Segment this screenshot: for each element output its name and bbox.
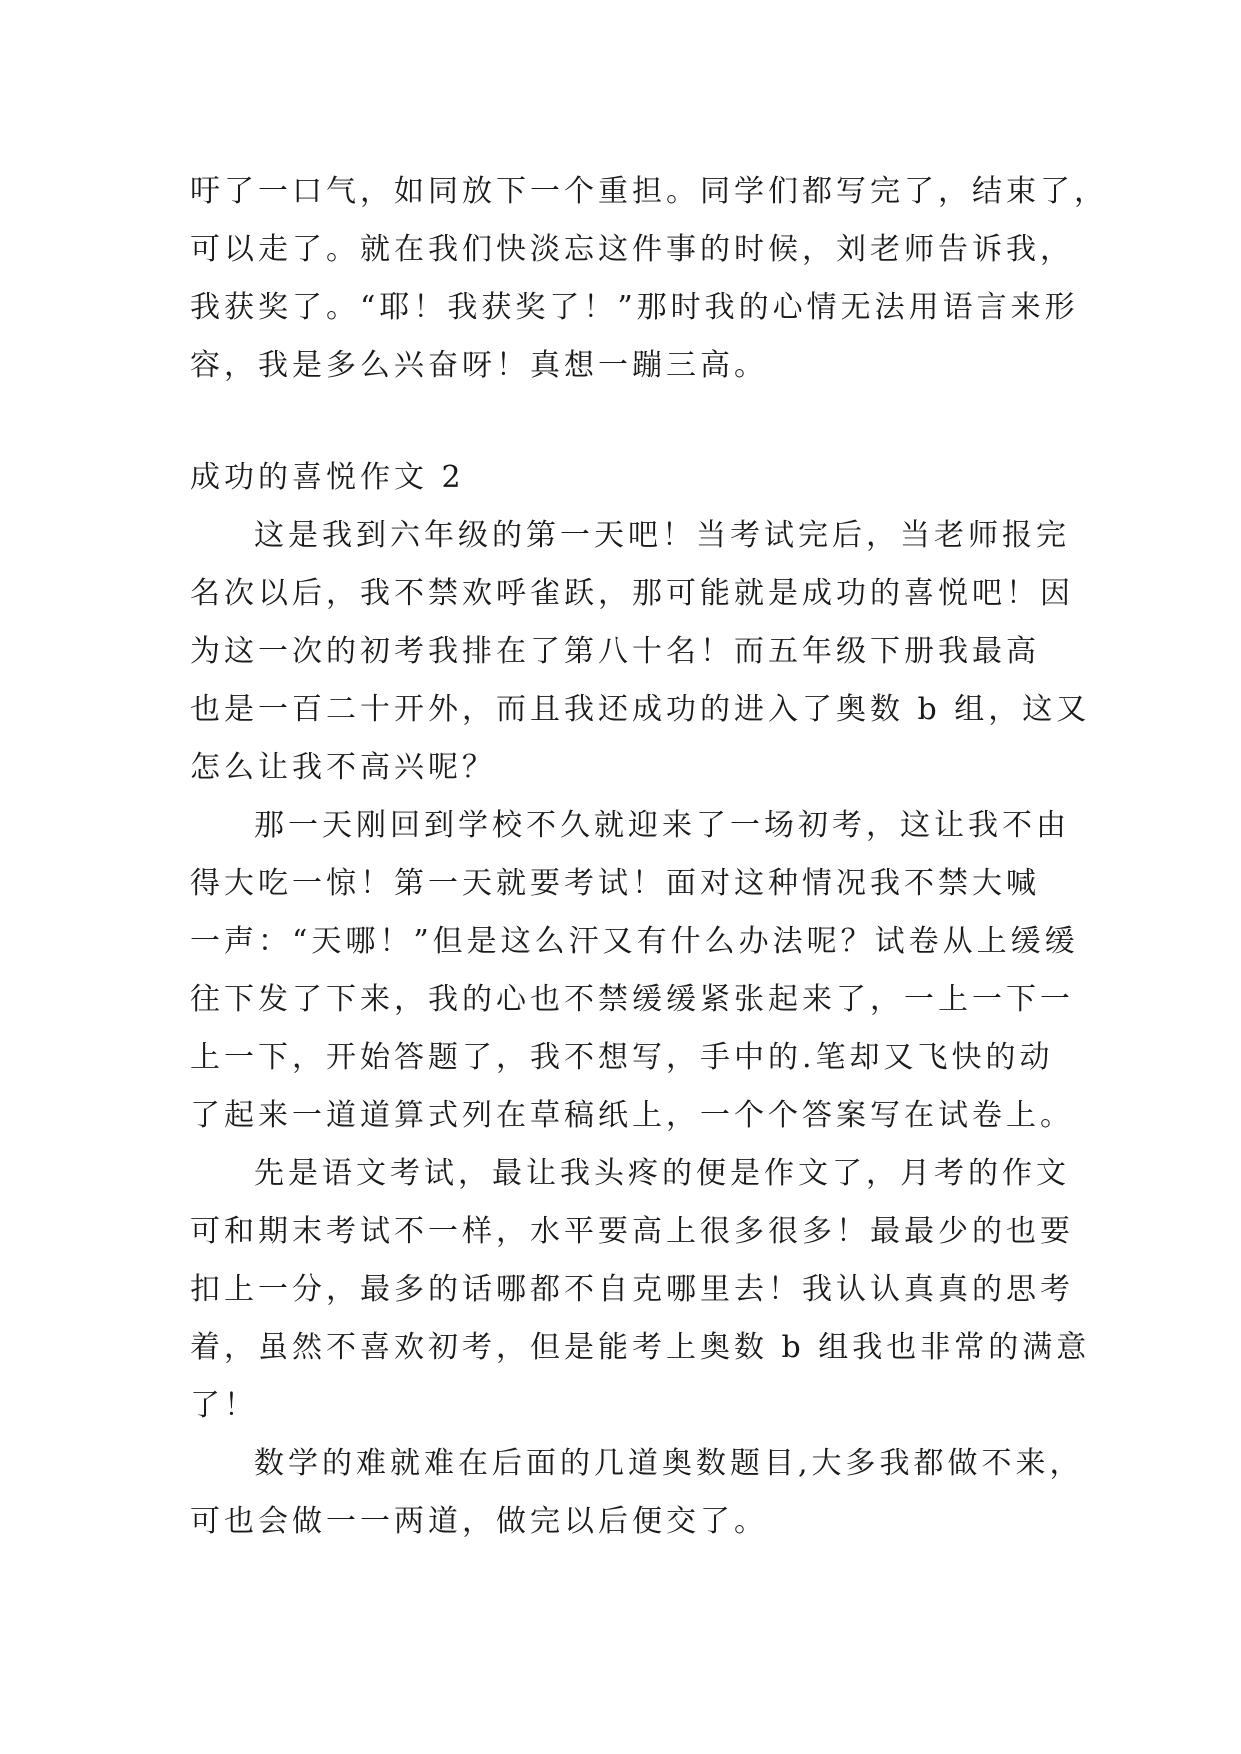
text-line: 往下发了下来，我的心也不禁缓缓紧张起来了，一上一下一 (190, 982, 1074, 1017)
essay-title: 成功的喜悦作文 2 (190, 460, 465, 495)
text-line: 名次以后，我不禁欢呼雀跃，那可能就是成功的喜悦吧！因 (190, 576, 1074, 611)
paragraph-2 (190, 797, 1079, 1145)
paragraph-1 (190, 507, 1091, 797)
text-line: 可和期末考试不一样，水平要高上很多很多！最最少的也要 (190, 1214, 1074, 1249)
text-line: 容，我是多么兴奋呀！真想一蹦三高。 (190, 348, 768, 383)
text-line: 先是语文考试，最让我头疼的便是作文了，月考的作文 (254, 1156, 1070, 1191)
text-line: 着，虽然不喜欢初考，但是能考上奥数 b 组我也非常的满意 (190, 1330, 1091, 1365)
text-line: 也是一百二十开外，而且我还成功的进入了奥数 b 组，这又 (190, 692, 1091, 727)
text-line: 这是我到六年级的第一天吧！当考试完后，当老师报完 (254, 518, 1070, 553)
text-line: 扣上一分，最多的话哪都不自克哪里去！我认认真真的思考 (190, 1272, 1074, 1307)
text-line: 我获奖了。“耶！我获奖了！”那时我的心情无法用语言来形 (190, 290, 1079, 325)
text-line: 为这一次的初考我排在了第八十名！而五年级下册我最高 (190, 634, 1040, 669)
text-line: 上一下，开始答题了，我不想写，手中的.笔却又飞快的动 (190, 1040, 1054, 1075)
text-line: 那一天刚回到学校不久就迎来了一场初考，这让我不由 (254, 808, 1070, 843)
text-line: 数学的难就难在后面的几道奥数题目,大多我都做不来， (254, 1446, 1084, 1481)
text-line: 了起来一道道算式列在草稿纸上，一个个答案写在试卷上。 (190, 1098, 1074, 1133)
text-line: 怎么让我不高兴呢？ (190, 750, 496, 785)
text-line: 一声：“天哪！”但是这么汗又有什么办法呢？试卷从上缓缓 (190, 924, 1079, 959)
text-line: 吁了一口气，如同放下一个重担。同学们都写完了，结束了， (190, 174, 1108, 209)
text-line: 可也会做一一两道，做完以后便交了。 (190, 1504, 768, 1539)
text-line: 可以走了。就在我们快淡忘这件事的时候，刘老师告诉我， (190, 232, 1074, 267)
continuation-paragraph (190, 163, 1108, 395)
text-line: 了！ (190, 1388, 258, 1423)
essay-body (190, 449, 1091, 1551)
paragraph-4 (190, 1435, 1084, 1551)
paragraph-3 (190, 1145, 1091, 1435)
text-line: 得大吃一惊！第一天就要考试！面对这种情况我不禁大喊 (190, 866, 1040, 901)
